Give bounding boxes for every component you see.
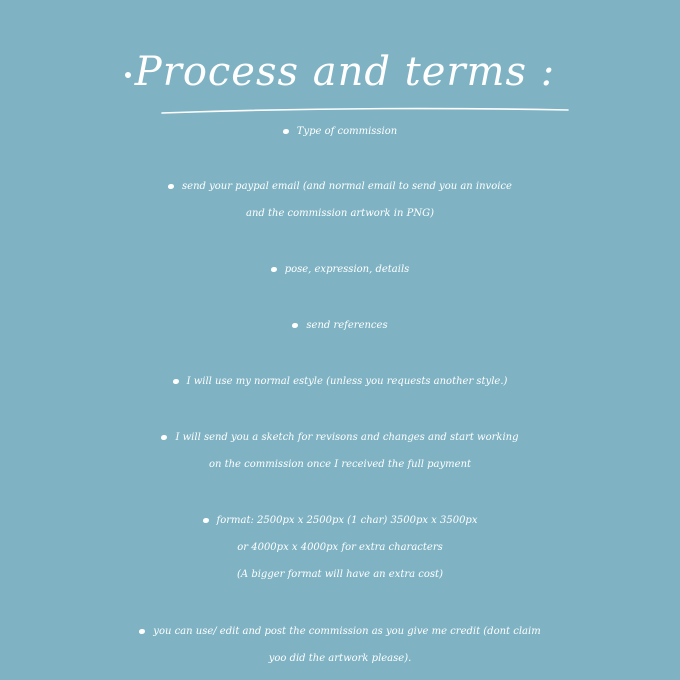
term-item-type-of-commission bbox=[0, 118, 680, 145]
term-line bbox=[0, 424, 680, 451]
term-text: send your paypal email (and normal email to send you an invoice bbox=[182, 181, 512, 192]
term-text: I will send you a sketch for revisons and changes and start working bbox=[175, 432, 519, 443]
term-text: or 4000px x 4000px for extra characters bbox=[237, 542, 443, 553]
term-line bbox=[0, 256, 680, 283]
bullet-icon bbox=[173, 379, 179, 384]
term-item-paypal-email bbox=[0, 173, 680, 227]
term-text: and the commission artwork in PNG) bbox=[246, 208, 434, 219]
term-item-references bbox=[0, 312, 680, 339]
term-text: yoo did the artwork please). bbox=[268, 653, 412, 664]
term-text: I will use my normal estyle (unless you requests another style.) bbox=[186, 376, 508, 387]
term-text: on the commission once I received the full payment bbox=[208, 459, 472, 470]
term-line bbox=[0, 618, 680, 645]
title-underline bbox=[160, 104, 570, 116]
term-text: (A bigger format will have an extra cost) bbox=[237, 569, 443, 580]
term-line bbox=[0, 451, 680, 478]
bullet-icon bbox=[203, 518, 209, 523]
term-line bbox=[0, 118, 680, 145]
term-text: pose, expression, details bbox=[284, 264, 410, 275]
term-line bbox=[0, 312, 680, 339]
term-text: format: 2500px x 2500px (1 char) 3500px x 3500px bbox=[216, 515, 478, 526]
term-line bbox=[0, 368, 680, 395]
bullet-icon bbox=[139, 629, 145, 634]
term-text: send references bbox=[306, 320, 388, 331]
term-text: Type of commission bbox=[296, 126, 398, 137]
bullet-icon bbox=[283, 129, 289, 134]
bullet-icon bbox=[271, 267, 277, 272]
term-item-format bbox=[0, 507, 680, 588]
term-line bbox=[0, 534, 680, 561]
page-title bbox=[125, 49, 555, 95]
term-line bbox=[0, 173, 680, 200]
term-line bbox=[0, 561, 680, 588]
term-line bbox=[0, 507, 680, 534]
title-dot-icon bbox=[125, 72, 131, 78]
bullet-icon bbox=[292, 323, 298, 328]
term-item-style bbox=[0, 368, 680, 395]
title-block bbox=[0, 48, 680, 96]
term-text: you can use/ edit and post the commission as you give me credit (dont claim bbox=[153, 626, 541, 637]
page-title-colon: : bbox=[540, 49, 556, 95]
term-line bbox=[0, 645, 680, 672]
bullet-icon bbox=[161, 435, 167, 440]
term-item-sketch bbox=[0, 424, 680, 478]
term-item-pose bbox=[0, 256, 680, 283]
term-line bbox=[0, 200, 680, 227]
bullet-icon bbox=[168, 184, 174, 189]
term-item-usage bbox=[0, 618, 680, 672]
page-title-text: Process and terms bbox=[134, 49, 527, 95]
